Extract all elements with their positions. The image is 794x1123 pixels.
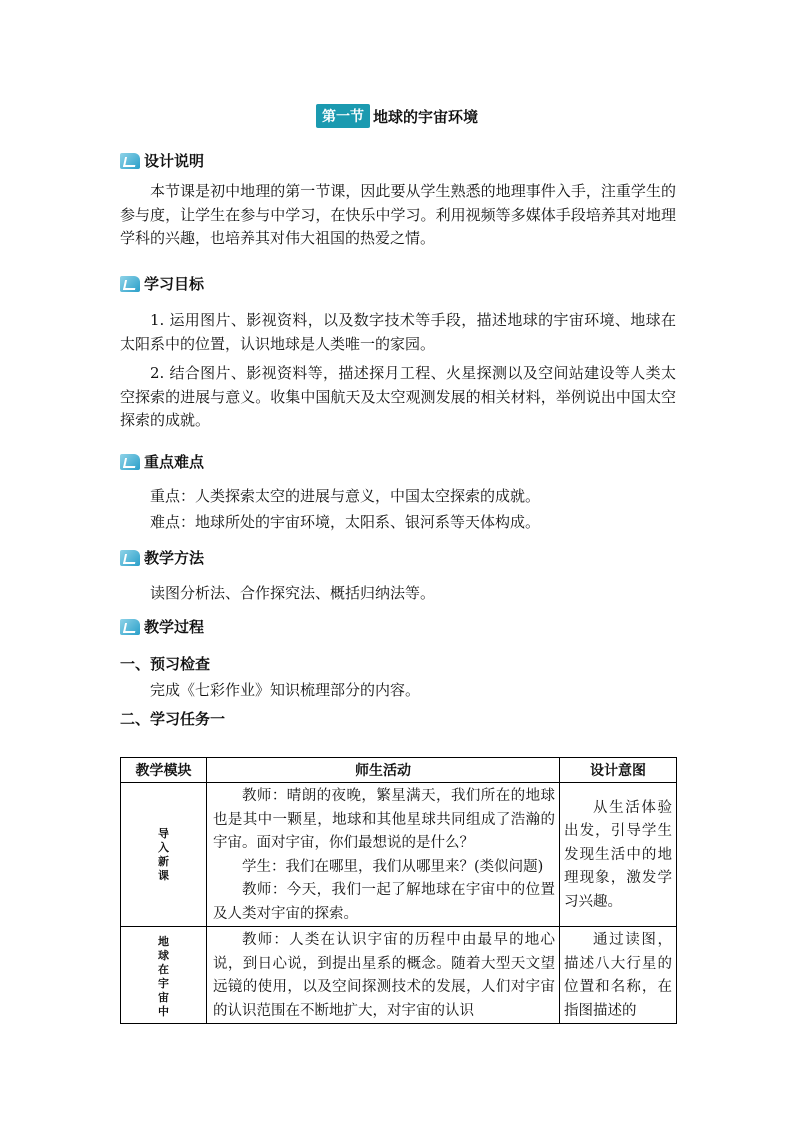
goal-item-1: 1. 运用图片、影视资料，以及数字技术等手段，描述地球的宇宙环境、地球在太阳系中的位置，认识地球是人类唯一的家园。 (120, 311, 676, 353)
module-cell: 地 球 在 宇 宙 中 (121, 927, 207, 1024)
design-heading: 设计说明 (120, 150, 204, 171)
lesson-title: 地球的宇宙环境 (372, 107, 478, 126)
table-header: 设计意图 (560, 758, 677, 783)
table-header-row (121, 758, 677, 783)
key-point: 重点：人类探索太空的进展与意义，中国太空探索的成就。 (150, 487, 541, 505)
activity-cell (207, 783, 560, 927)
method-text: 读图分析法、合作探究法、概括归纳法等。 (150, 584, 436, 602)
table-row (121, 783, 677, 927)
table-header: 教学模块 (121, 758, 207, 783)
activity-paragraph: 教师：人类在认识宇宙的历程中由最早的地心说，到日心说，到提出星系的概念。随着大型天文望远镜的使用，以及空间探测技术的发展，人们对宇宙的认识范围在不断地扩大，对宇宙的认识 (213, 932, 555, 1019)
activity-cell (207, 927, 560, 1024)
table-row (121, 927, 677, 1024)
book-icon (120, 153, 140, 169)
module-cell: 导 入 新 课 (121, 783, 207, 927)
book-icon (120, 276, 140, 292)
design-text: 本节课是初中地理的第一节课，因此要从学生熟悉的地理事件入手，注重学生的参与度，让学生在参与中学习，在快乐中学习。利用视频等多媒体手段培养其对地理学科的兴趣，也培养其对伟大祖国的热爱之情。 (120, 182, 676, 247)
book-icon (120, 619, 140, 635)
method-heading: 教学方法 (120, 547, 204, 568)
activity-paragraph: 教师：晴朗的夜晚，繁星满天，我们所在的地球也是其中一颗星，地球和其他星球共同组成了浩瀚的宇宙。面对宇宙，你们最想说的是什么？ (213, 788, 555, 851)
difficult-point: 难点：地球所处的宇宙环境，太阳系、银河系等天体构成。 (150, 513, 541, 531)
activity-paragraph: 教师：今天，我们一起了解地球在宇宙中的位置及人类对宇宙的探索。 (213, 882, 555, 922)
key-heading: 重点难点 (120, 451, 204, 472)
book-icon (120, 454, 140, 470)
part1-title: 一、预习检查 (120, 655, 211, 673)
intent-cell: 从生活体验出发，引导学生发现生活中的地理现象，激发学习兴趣。 (560, 783, 677, 927)
part1-text: 完成《七彩作业》知识梳理部分的内容。 (150, 681, 421, 699)
goals-heading: 学习目标 (120, 273, 204, 294)
activity-paragraph: 学生：我们在哪里，我们从哪里来？(类似问题) (242, 858, 544, 875)
part2-title: 二、学习任务一 (120, 710, 226, 728)
section-number-badge: 第一节 (316, 104, 370, 128)
intent-cell: 通过读图，描述八大行星的位置和名称，在指图描述的 (560, 927, 677, 1024)
process-heading: 教学过程 (120, 616, 204, 637)
goal-item-2: 2. 结合图片、影视资料等，描述探月工程、火星探测以及空间站建设等人类太空探索的进展与意义。收集中国航天及太空观测发展的相关材料，举例说出中国太空探索的成就。 (120, 364, 676, 429)
lesson-plan-table (120, 757, 677, 1024)
table-header: 师生活动 (207, 758, 560, 783)
page-title (0, 104, 794, 128)
book-icon (120, 550, 140, 566)
